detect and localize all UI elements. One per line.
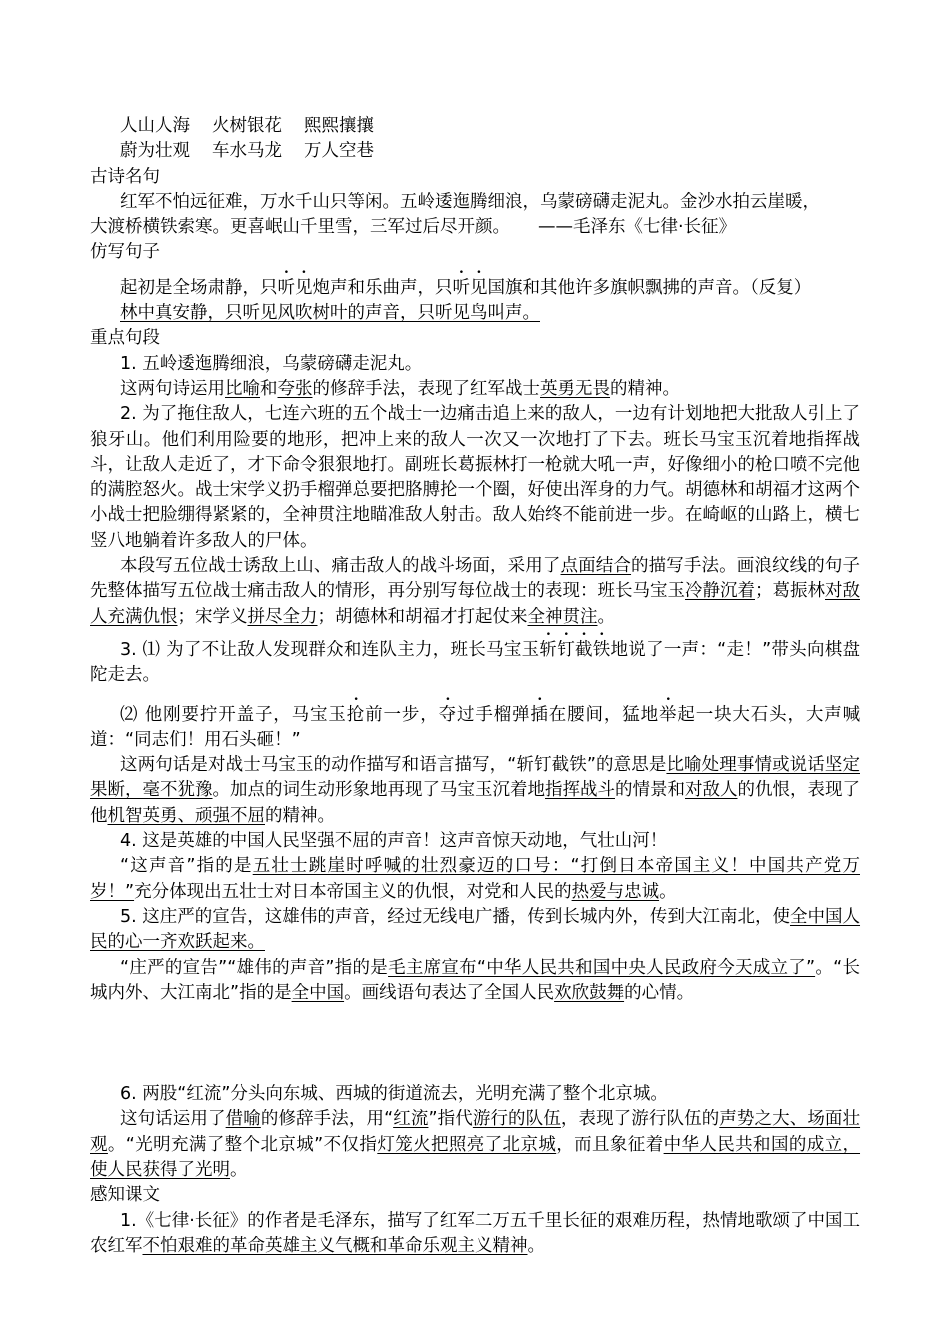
text: 的仇恨，表现了他 <box>90 780 860 826</box>
text: 炮声和乐曲声，只 <box>312 277 453 298</box>
answer-underlined: 机智英勇、顽强不屈 <box>107 805 265 826</box>
answer-underlined: 毛主席宣布“中华人民共和国中央人民政府今天成立了” <box>388 957 816 978</box>
text: ”指代 <box>428 1109 473 1130</box>
key-item-2-note <box>90 554 860 630</box>
text: 1.《七律·长征》的作者是毛泽东，描写了红军二万五千里长征的艰难历程，热情地歌颂了中国工农红军 <box>90 1210 860 1256</box>
text: 起初是全场肃静，只 <box>120 277 278 298</box>
section-heading-key: 重点句段 <box>90 328 160 349</box>
answer-underlined: 对敌人充满仇恨 <box>90 581 860 627</box>
text: 。画线语句表达了全国人民 <box>344 982 555 1003</box>
dotted-word: 听见 <box>277 277 313 298</box>
text: 在腰间，猛地 <box>548 704 659 725</box>
answer-underlined: 红流 <box>393 1109 429 1130</box>
text: 的精神。 <box>265 805 335 826</box>
answer-underlined: 全神贯注 <box>527 606 598 627</box>
text: 和 <box>260 378 278 399</box>
dotted-word: 插 <box>530 704 549 725</box>
text: ；胡德林和胡福才打起仗来 <box>317 606 528 627</box>
text: 本段写五位战士诱敌上山、痛击敌人的战斗场面，采用了 <box>120 556 561 577</box>
text: 这两句话是对战士马宝玉的动作描写和语言描写，“斩钉截铁”的意思是 <box>120 755 667 776</box>
text: ；宋学义 <box>177 606 248 627</box>
text: 5. 这庄严的宣告，这雄伟的声音，经过无线电广播，传到长城内外，传到大江南北，使 <box>120 906 790 927</box>
section-heading-perceive: 感知课文 <box>90 1185 160 1206</box>
answer-underlined: 指挥战斗 <box>545 780 615 801</box>
key-item-6-note <box>90 1107 860 1183</box>
answer-underlined: 全中国人民的心一齐欢跃起来。 <box>90 906 861 953</box>
idiom: 蔚为壮观 <box>120 141 190 162</box>
text: 。 <box>597 606 615 627</box>
poem-line-1: 红军不怕远征难，万水千山只等闲。五岭逶迤腾细浪，乌蒙磅礴走泥丸。金沙水拍云崖暖， <box>120 191 820 212</box>
text: 国旗和其他许多旗帜飘拂的声音。（反复） <box>487 277 812 298</box>
text: 。 <box>230 1159 248 1180</box>
key-item-1-note <box>90 377 860 402</box>
text: 。“长城内外、大江南北”指的是 <box>90 957 860 1003</box>
answer-underlined: 五壮士跳崖时呼喊的壮烈豪迈的口号：“打倒日本帝国主义！中国共产党万岁！” <box>90 856 860 902</box>
idiom-row-1 <box>90 114 860 139</box>
poem-line-2-text: 大渡桥横铁索寒。更喜岷山千里雪，三军过后尽开颜。 <box>90 217 510 238</box>
answer-underlined: 英勇无畏 <box>540 378 610 399</box>
text: 的精神。 <box>610 378 680 399</box>
text: 。 <box>527 1235 545 1256</box>
answer-underlined: 对敌人 <box>685 780 738 801</box>
text: ⑵ 他刚要拧开盖子，马宝玉 <box>120 704 347 725</box>
idiom: 车水马龙 <box>212 141 282 162</box>
text: 。加点的词生动形象地再现了马宝玉沉着地 <box>212 780 545 801</box>
answer-underlined: 拼尽全力 <box>247 606 318 627</box>
blank-gap <box>90 1006 860 1082</box>
key-item-3a <box>90 630 860 689</box>
imitate-answer <box>90 301 860 326</box>
answer-underlined: 林中真安静，只听见风吹树叶的声音，只听见鸟叫声。 <box>120 303 540 324</box>
idiom: 熙熙攘攘 <box>304 116 374 136</box>
answer-underlined: 比喻处理事情或说话坚定果断，毫不犹豫 <box>90 755 860 801</box>
key-item-1: 1. 五岭逶迤腾细浪，乌蒙磅礴走泥丸。 <box>120 353 423 374</box>
answer-underlined: 欢欣鼓舞 <box>554 982 625 1003</box>
key-item-4-note <box>90 854 860 905</box>
poem-source: ——毛泽东《七律·长征》 <box>538 217 737 238</box>
answer-underlined: 全中国 <box>291 982 345 1003</box>
text: ；葛振林 <box>755 581 825 602</box>
text: 起一块大石头，大声喊道：“同志们！用石头砸！” <box>90 704 861 750</box>
answer-underlined: 冷静沉着 <box>685 581 755 602</box>
key-item-6: 6. 两股“红流”分头向东城、西城的街道流去，光明充满了整个北京城。 <box>120 1084 668 1105</box>
idiom-row-2 <box>90 139 860 164</box>
answer-underlined: 热爱与忠诚 <box>571 881 660 902</box>
text: 的心情。 <box>624 982 695 1003</box>
text: 3. ⑴ 为了不让敌人发现群众和连队主力，班长马宝玉 <box>120 639 540 660</box>
answer-underlined: 中华人民共和国的成立，使人民获得了光明 <box>90 1134 861 1180</box>
answer-underlined: 游行的队伍 <box>472 1109 561 1130</box>
key-item-5 <box>90 905 860 956</box>
text: ，而且象征着 <box>556 1134 664 1155</box>
idiom: 火树银花 <box>212 116 282 136</box>
imitate-sentence <box>90 268 860 301</box>
perceive-item-1 <box>90 1209 860 1260</box>
dotted-word: 夺 <box>438 704 457 725</box>
text: 。 <box>659 881 677 902</box>
text: 这句话运用了 <box>120 1109 226 1130</box>
dotted-word: 举 <box>658 704 678 725</box>
idiom: 人山人海 <box>120 116 190 136</box>
key-item-3-note <box>90 753 860 829</box>
key-item-3b <box>90 695 860 754</box>
text: 前一步， <box>365 704 439 725</box>
answer-underlined: 灯笼火把照亮了北京城 <box>377 1134 557 1155</box>
text: 充分体现出五壮士对日本帝国主义的仇恨，对党和人民的 <box>134 881 572 902</box>
idiom: 万人空巷 <box>304 141 374 162</box>
answer-underlined: 点面结合 <box>560 556 632 577</box>
text: 的情景和 <box>615 780 685 801</box>
text: 地说了一声：“走！”带头向棋盘陀走去。 <box>90 639 861 686</box>
text: 的描写手法。画浪纹线的句子先整体描写五位战士痛击敌人的情形，再分别写每位战士的表现：班长马宝玉 <box>90 556 861 602</box>
text: “庄严的宣告”“雄伟的声音”指的是 <box>120 957 389 978</box>
text: 的修辞手法，表现了红军战士 <box>312 378 540 399</box>
text: 的修辞手法，用“ <box>260 1109 394 1130</box>
section-heading-imitate: 仿写句子 <box>90 242 160 263</box>
answer-underlined: 比喻 <box>225 378 260 399</box>
text: “这声音”指的是 <box>120 856 253 877</box>
answer-underlined: 不怕艰难的革命英雄主义气概和革命乐观主义精神 <box>142 1235 528 1256</box>
answer-underlined: 夸张 <box>277 378 313 399</box>
dotted-word: 听见 <box>452 277 488 298</box>
text: 过手榴弹 <box>456 704 531 725</box>
key-item-4: 4. 这是英雄的中国人民坚强不屈的声音！这声音惊天动地，气壮山河！ <box>120 831 668 852</box>
key-item-5-note <box>90 956 860 1007</box>
dotted-word: 斩钉截铁 <box>539 639 611 660</box>
section-heading-poem: 古诗名句 <box>90 166 160 187</box>
text: 这两句诗运用 <box>120 378 225 399</box>
answer-underlined: 借喻 <box>225 1109 261 1130</box>
key-item-2: 2. 为了拖住敌人，七连六班的五个战士一边痛击追上来的敌人，一边有计划地把大批敌人引上了狼牙山。他们利用险要的地形，把冲上来的敌人一次又一次地打了下去。班长马宝玉沉着地指挥战斗，让敌人走近了，才下命令狠狠地打。副班长葛振林打一枪就大吼一声，好像细小的枪口喷不完他的满腔怒火。战士宋学义扔手榴弹总要把胳膊抡一个圈，好使出浑身的力气。胡德林和胡福才这两个小战士把脸绷得紧紧的，全神贯注地瞄准敌人射击。敌人始终不能前进一步。在崎岖的山路上，横七竖八地躺着许多敌人的尸体。 <box>90 404 860 551</box>
dotted-word: 抢 <box>346 704 366 725</box>
text: 。“光明充满了整个北京城”不仅指 <box>107 1134 378 1155</box>
document-page <box>90 114 860 1259</box>
answer-underlined: 声势之大、场面壮观 <box>90 1109 861 1155</box>
text: ，表现了游行队伍的 <box>560 1109 720 1130</box>
poem-line-2 <box>90 215 860 240</box>
